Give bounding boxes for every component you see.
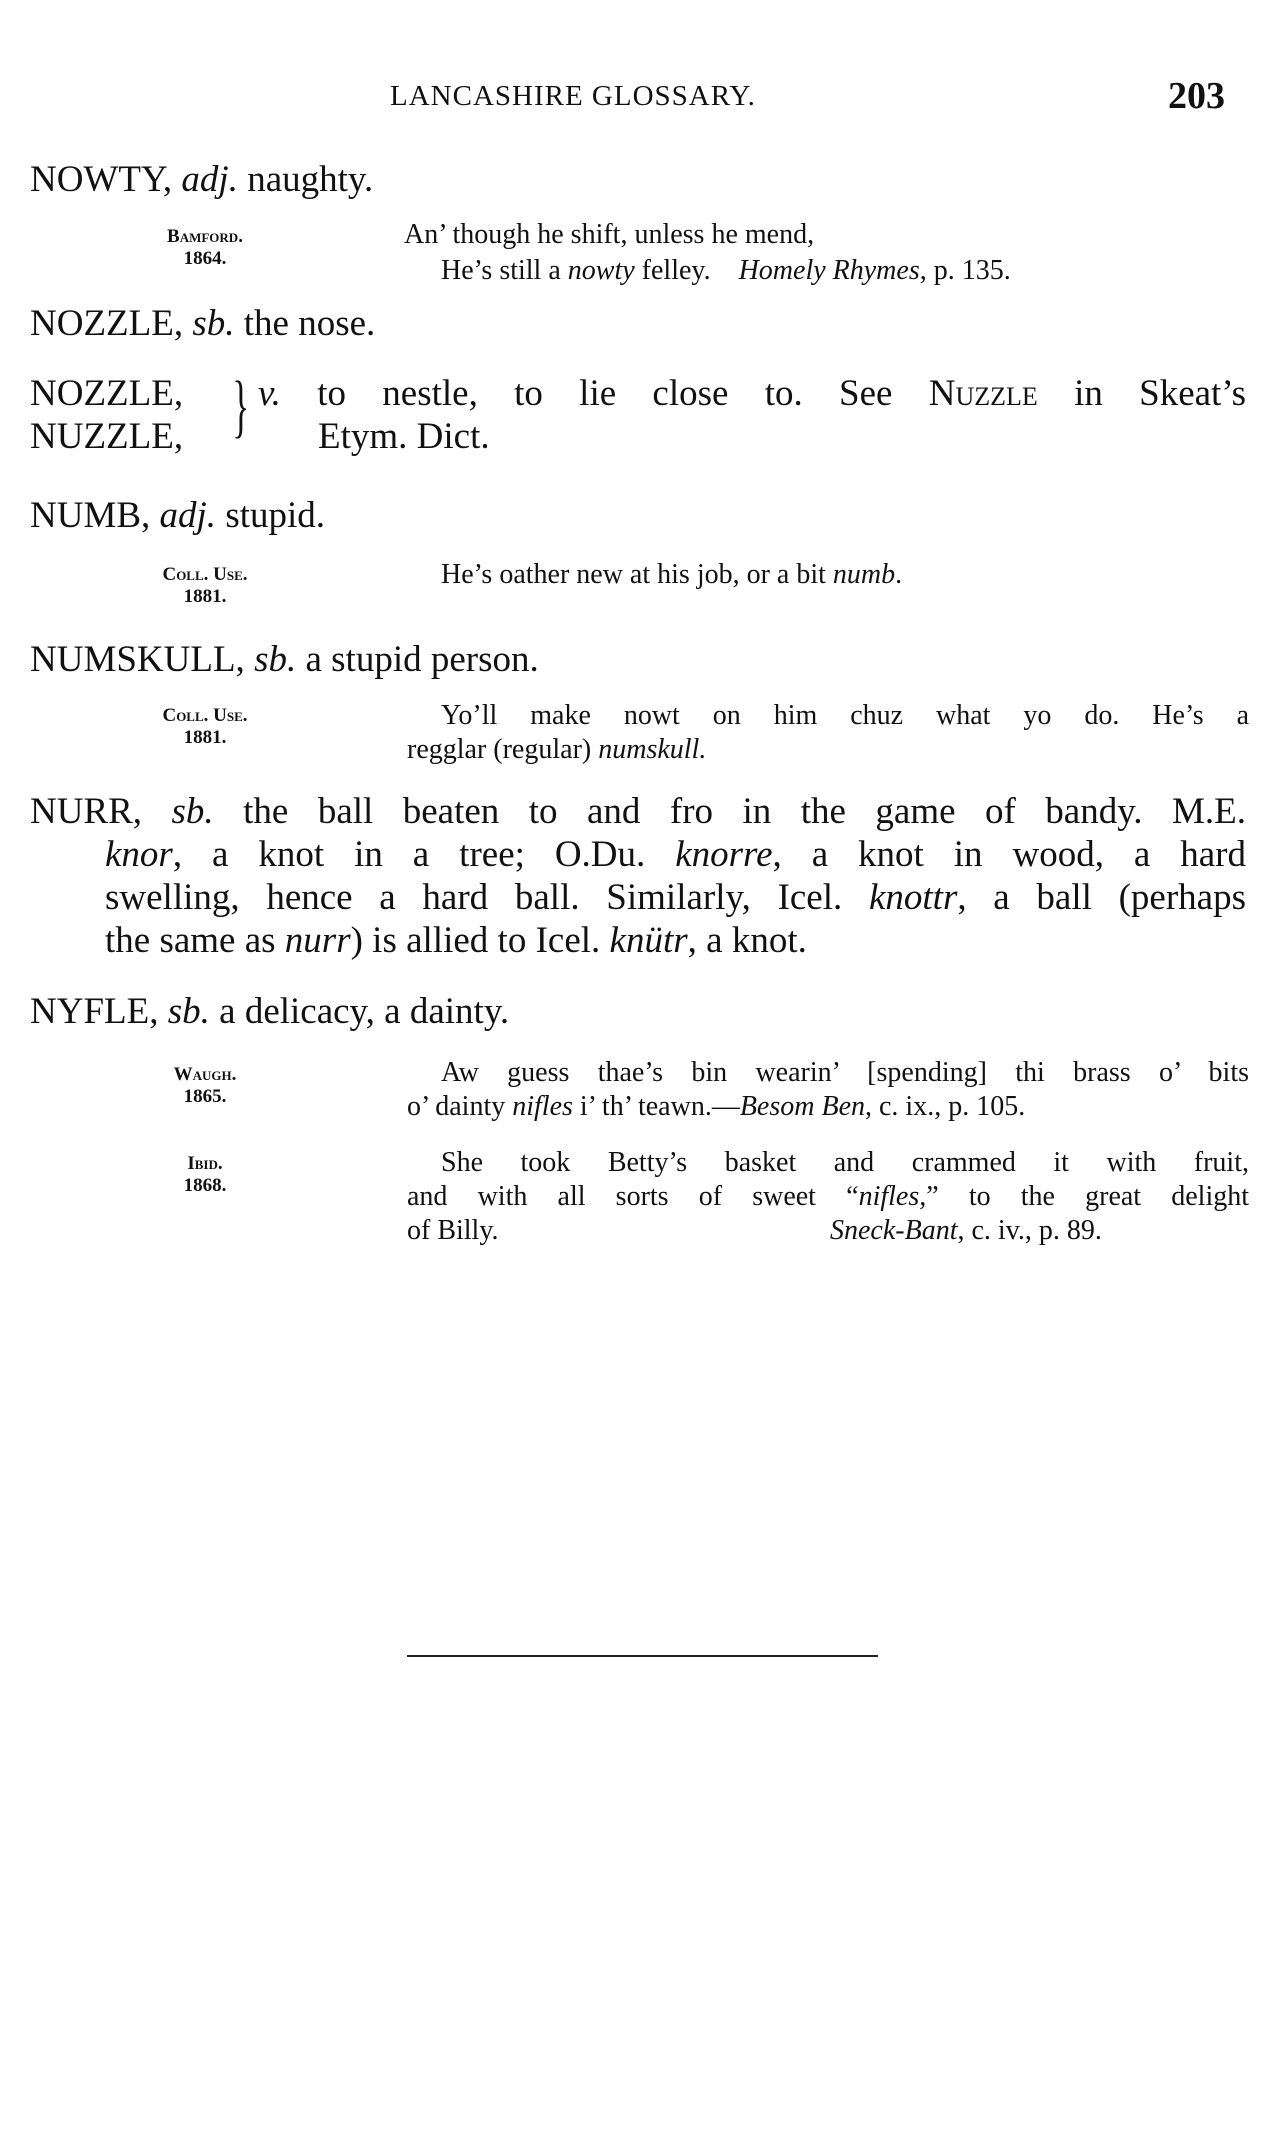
citation-author: Coll. Use. <box>162 705 248 726</box>
source-title: Homely Rhymes <box>738 255 920 286</box>
citation-year: 1865. <box>183 1086 227 1107</box>
part-of-speech: adj. <box>181 159 238 200</box>
quote-text: o’ dainty <box>407 1091 506 1122</box>
quote-text: i’ th’ teawn.— <box>579 1091 740 1122</box>
definition: the nose. <box>243 303 376 344</box>
part-of-speech: v. <box>258 373 281 414</box>
headword: NURR, <box>30 791 143 832</box>
quotation-line <box>407 1180 1249 1214</box>
running-header: LANCASHIRE GLOSSARY. <box>390 80 756 112</box>
quote-text: and with all sorts of sweet “ <box>407 1181 859 1212</box>
headword: NYFLE, <box>30 991 159 1032</box>
part-of-speech: sb. <box>254 639 297 680</box>
quotation-line: Aw guess thae’s bin wearin’ [spending] thi brass o’ bits <box>441 1057 1249 1088</box>
source-page: , c. iv., p. 89. <box>957 1215 1102 1246</box>
definition: naughty. <box>247 159 374 200</box>
quote-text: felley. <box>641 255 711 286</box>
entry-numb <box>30 494 325 538</box>
citation-year: 1881. <box>183 727 227 748</box>
citation-year: 1881. <box>183 586 227 607</box>
source-reference <box>830 1214 1102 1248</box>
entry-nyfle <box>30 990 509 1034</box>
entry-nozzle-sb <box>30 302 375 346</box>
quote-text: . <box>895 559 903 590</box>
entry-nurr <box>30 790 1246 834</box>
citation-author: Coll. Use. <box>162 564 248 585</box>
definition-line <box>105 833 1246 877</box>
part-of-speech: sb. <box>192 303 235 344</box>
quote-keyword: nowty <box>567 255 635 286</box>
headword: NUMB, <box>30 495 151 536</box>
part-of-speech: sb. <box>167 991 210 1032</box>
definition-text: , a knot. <box>687 920 807 961</box>
quotation-line <box>407 1090 1025 1124</box>
page-number: 203 <box>1168 75 1225 117</box>
quote-keyword: numb <box>832 559 896 590</box>
quote-text: regglar (regular) <box>407 734 592 765</box>
citation-year: 1864. <box>183 248 227 269</box>
quote-text: He’s still a <box>441 255 561 286</box>
citation-year: 1868. <box>183 1175 227 1196</box>
definition-text: , a knot in a tree; O.Du. <box>172 834 646 875</box>
part-of-speech: sb. <box>171 791 214 832</box>
source-title: Sneck-Bant <box>830 1215 958 1246</box>
definition: a stupid person. <box>305 639 539 680</box>
headword: NOZZLE, <box>30 373 184 414</box>
quotation-line <box>441 254 1011 288</box>
entry-nowty <box>30 158 373 202</box>
citation-author: Waugh. <box>173 1064 237 1085</box>
definition-text: to nestle, to lie close to. See <box>317 373 893 414</box>
etymon: knor <box>105 834 173 875</box>
quote-keyword: nifles <box>512 1091 573 1122</box>
quotation-line: Yo’ll make nowt on him chuz what yo do. He’s a <box>441 700 1249 731</box>
definition-text: swelling, hence a hard ball. Similarly, Icel. <box>105 877 843 918</box>
source-page: , p. 135. <box>919 255 1011 286</box>
source-title: Besom Ben <box>739 1091 865 1122</box>
quotation-line: An’ though he shift, unless he mend, <box>404 219 815 250</box>
end-rule <box>407 1655 878 1657</box>
source-page: , c. ix., p. 105. <box>865 1091 1026 1122</box>
cross-reference[interactable]: Nuzzle <box>928 373 1038 414</box>
definition-text: the same as <box>105 920 276 961</box>
definition-text: in Skeat’s <box>1074 373 1247 414</box>
etymon: knütr <box>609 920 688 961</box>
definition-text: the ball beaten to and fro in the game of bandy. M.E. <box>243 791 1247 832</box>
part-of-speech: adj. <box>159 495 217 536</box>
definition: Etym. Dict. <box>318 416 490 457</box>
etymon: nurr <box>284 920 351 961</box>
definition-line <box>105 876 1246 920</box>
quotation-line: She took Betty’s basket and crammed it with fruit, <box>441 1147 1249 1178</box>
quote-text: ” to the great delight <box>926 1181 1250 1212</box>
definition <box>258 372 1246 416</box>
etymon: knorre <box>675 834 773 875</box>
definition-text: ) is allied to Icel. <box>350 920 601 961</box>
definition: a delicacy, a dainty. <box>219 991 510 1032</box>
citation-author: Ibid. <box>187 1153 223 1174</box>
definition-line <box>105 919 807 963</box>
definition-text: , a ball (perhaps <box>957 877 1246 918</box>
headword: NUZZLE, <box>30 416 184 457</box>
citation-author: Bamford. <box>167 226 243 247</box>
quotation-line <box>441 558 902 592</box>
brace: } <box>232 368 250 445</box>
quote-keyword: nifles, <box>858 1181 927 1212</box>
definition-text: , a knot in wood, a hard <box>772 834 1246 875</box>
entry-numskull <box>30 638 539 682</box>
headword: NOZZLE, <box>30 303 184 344</box>
definition: stupid. <box>225 495 326 536</box>
quote-text: He’s oather new at his job, or a bit <box>441 559 826 590</box>
quotation-line <box>407 733 706 767</box>
quote-keyword: numskull. <box>598 734 707 765</box>
headword: NOWTY, <box>30 159 173 200</box>
headword: NUMSKULL, <box>30 639 245 680</box>
quotation-line: of Billy. <box>407 1215 499 1246</box>
etymon: knottr <box>868 877 958 918</box>
